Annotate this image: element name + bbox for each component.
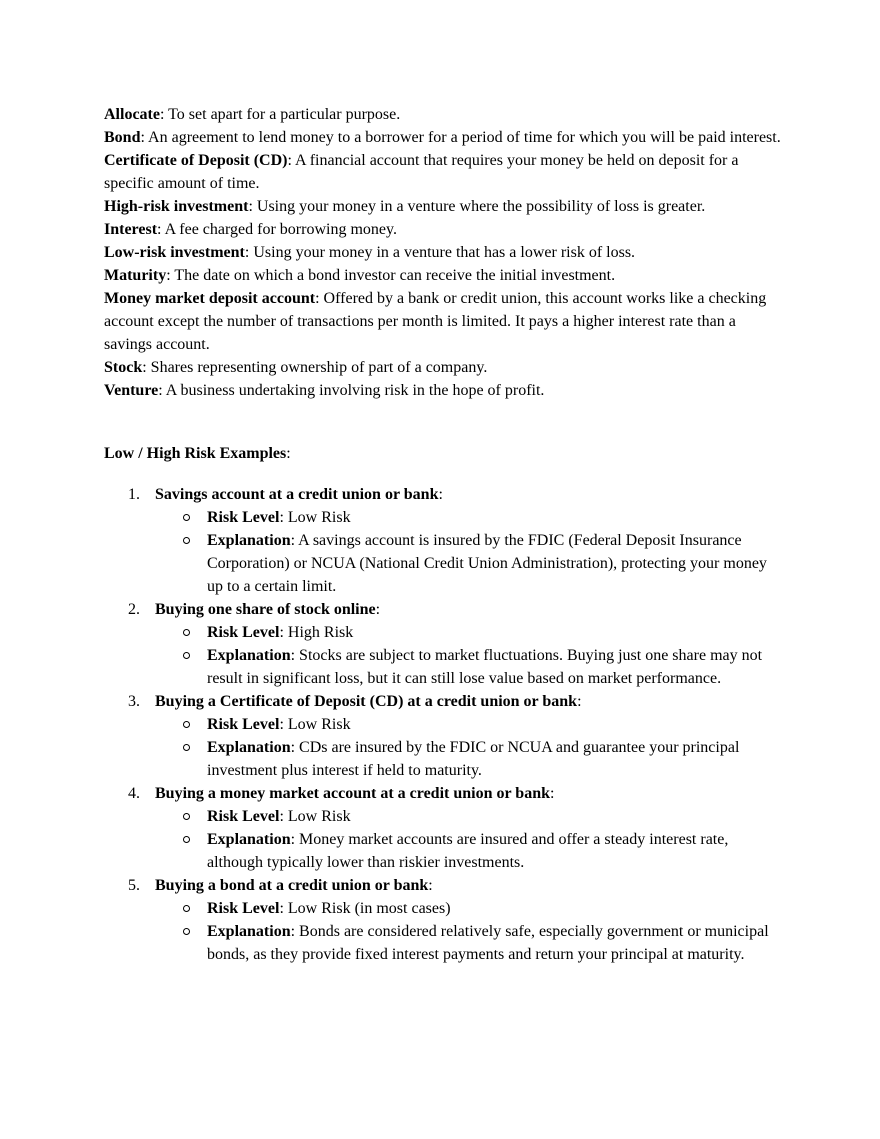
explanation-text: : Bonds are considered relatively safe, especially government or municipal bonds, as they provide fixed interest payments and return your principal at maturity. xyxy=(207,923,769,963)
risk-level-value: : Low Risk xyxy=(279,509,351,526)
glossary-definition: : A financial account that requires your money be held on deposit for a specific amount of time. xyxy=(104,152,739,192)
glossary-term: High-risk investment xyxy=(104,198,249,215)
risk-level-item xyxy=(155,713,784,736)
example-title-suffix: : xyxy=(550,785,555,802)
glossary-entry-venture xyxy=(104,379,784,402)
explanation-item xyxy=(155,529,784,598)
glossary-entry-bond xyxy=(104,126,784,149)
glossary-entry-interest xyxy=(104,218,784,241)
list-number: 3. xyxy=(128,693,140,710)
example-item xyxy=(104,690,784,782)
glossary-term: Interest xyxy=(104,221,158,238)
risk-level-value: : Low Risk xyxy=(279,808,351,825)
hollow-bullet-icon xyxy=(183,905,190,912)
glossary-term: Stock xyxy=(104,359,143,376)
explanation-text: : Money market accounts are insured and offer a steady interest rate, although typically lower than riskier investments. xyxy=(207,831,729,871)
section-heading-suffix: : xyxy=(286,445,291,462)
example-title-suffix: : xyxy=(438,486,443,503)
glossary xyxy=(104,103,784,402)
risk-level-item xyxy=(155,897,784,920)
risk-level-item xyxy=(155,805,784,828)
hollow-bullet-icon xyxy=(183,721,190,728)
section-heading-text: Low / High Risk Examples xyxy=(104,445,287,462)
explanation-label: Explanation xyxy=(207,532,291,549)
explanation-label: Explanation xyxy=(207,647,291,664)
example-details xyxy=(155,621,784,690)
example-item xyxy=(104,874,784,966)
example-item xyxy=(104,782,784,874)
example-title-suffix: : xyxy=(428,877,433,894)
example-title: Buying a Certificate of Deposit (CD) at a credit union or bank xyxy=(155,693,578,710)
explanation-label: Explanation xyxy=(207,923,291,940)
glossary-definition: : Using your money in a venture where the possibility of loss is greater. xyxy=(248,198,706,215)
explanation-text: : A savings account is insured by the FDIC (Federal Deposit Insurance Corporation) or NCUA (National Credit Union Administration), protecting your money up to a certain limit. xyxy=(207,532,767,595)
glossary-term: Maturity xyxy=(104,267,167,284)
glossary-definition: : The date on which a bond investor can receive the initial investment. xyxy=(166,267,616,284)
example-details xyxy=(155,506,784,598)
example-item xyxy=(104,598,784,690)
glossary-entry-low-risk xyxy=(104,241,784,264)
explanation-item xyxy=(155,736,784,782)
glossary-definition: : Offered by a bank or credit union, this account works like a checking account except the number of transactions per month is limited. It pays a higher interest rate than a savings account. xyxy=(104,290,767,353)
glossary-definition: : An agreement to lend money to a borrower for a period of time for which you will be paid interest. xyxy=(140,129,781,146)
glossary-entry-stock xyxy=(104,356,784,379)
glossary-term: Money market deposit account xyxy=(104,290,316,307)
glossary-term: Bond xyxy=(104,129,141,146)
example-title-suffix: : xyxy=(375,601,381,618)
example-details xyxy=(155,713,784,782)
explanation-text: : Stocks are subject to market fluctuations. Buying just one share may not result in significant loss, but it can still lose value based on market performance. xyxy=(207,647,763,687)
risk-level-label: Risk Level xyxy=(207,624,280,641)
hollow-bullet-icon xyxy=(183,629,190,636)
risk-level-label: Risk Level xyxy=(207,900,280,917)
glossary-term: Low-risk investment xyxy=(104,244,245,261)
glossary-entry-cd xyxy=(104,149,784,195)
glossary-definition: : A fee charged for borrowing money. xyxy=(157,221,397,238)
glossary-term: Certificate of Deposit (CD) xyxy=(104,152,288,169)
hollow-bullet-icon xyxy=(183,928,190,935)
risk-level-item xyxy=(155,506,784,529)
list-number: 1. xyxy=(128,486,140,503)
example-details xyxy=(155,805,784,874)
example-item xyxy=(104,483,784,598)
explanation-item xyxy=(155,828,784,874)
risk-level-label: Risk Level xyxy=(207,509,280,526)
glossary-definition: : To set apart for a particular purpose. xyxy=(159,106,401,123)
hollow-bullet-icon xyxy=(183,537,190,544)
explanation-item xyxy=(155,644,784,690)
list-number: 4. xyxy=(128,785,140,802)
risk-level-value: : High Risk xyxy=(279,624,354,641)
example-title: Buying a money market account at a credit union or bank xyxy=(155,785,550,802)
hollow-bullet-icon xyxy=(183,514,190,521)
risk-level-value: : Low Risk (in most cases) xyxy=(279,900,451,917)
risk-level-label: Risk Level xyxy=(207,716,280,733)
example-title: Savings account at a credit union or bank xyxy=(155,486,439,503)
example-details xyxy=(155,897,784,966)
glossary-definition: : Using your money in a venture that has a lower risk of loss. xyxy=(244,244,636,261)
document-page xyxy=(104,103,784,966)
glossary-definition: : A business undertaking involving risk in the hope of profit. xyxy=(158,382,545,399)
glossary-entry-maturity xyxy=(104,264,784,287)
glossary-entry-money-market xyxy=(104,287,784,356)
risk-level-value: : Low Risk xyxy=(279,716,351,733)
hollow-bullet-icon xyxy=(183,813,190,820)
risk-level-item xyxy=(155,621,784,644)
examples-list xyxy=(104,483,784,966)
hollow-bullet-icon xyxy=(183,836,190,843)
glossary-definition: : Shares representing ownership of part of a company. xyxy=(142,359,488,376)
explanation-text: : CDs are insured by the FDIC or NCUA and guarantee your principal investment plus interest if held to maturity. xyxy=(207,739,740,779)
example-title: Buying one share of stock online xyxy=(155,601,376,618)
section-heading xyxy=(104,442,784,465)
explanation-label: Explanation xyxy=(207,831,291,848)
risk-level-label: Risk Level xyxy=(207,808,280,825)
list-number: 2. xyxy=(128,601,140,618)
glossary-term: Allocate xyxy=(104,106,160,123)
glossary-entry-allocate xyxy=(104,103,784,126)
hollow-bullet-icon xyxy=(183,652,190,659)
explanation-label: Explanation xyxy=(207,739,291,756)
example-title: Buying a bond at a credit union or bank xyxy=(155,877,429,894)
explanation-item xyxy=(155,920,784,966)
glossary-entry-high-risk xyxy=(104,195,784,218)
hollow-bullet-icon xyxy=(183,744,190,751)
glossary-term: Venture xyxy=(104,382,159,399)
example-title-suffix: : xyxy=(577,693,582,710)
list-number: 5. xyxy=(128,877,140,894)
